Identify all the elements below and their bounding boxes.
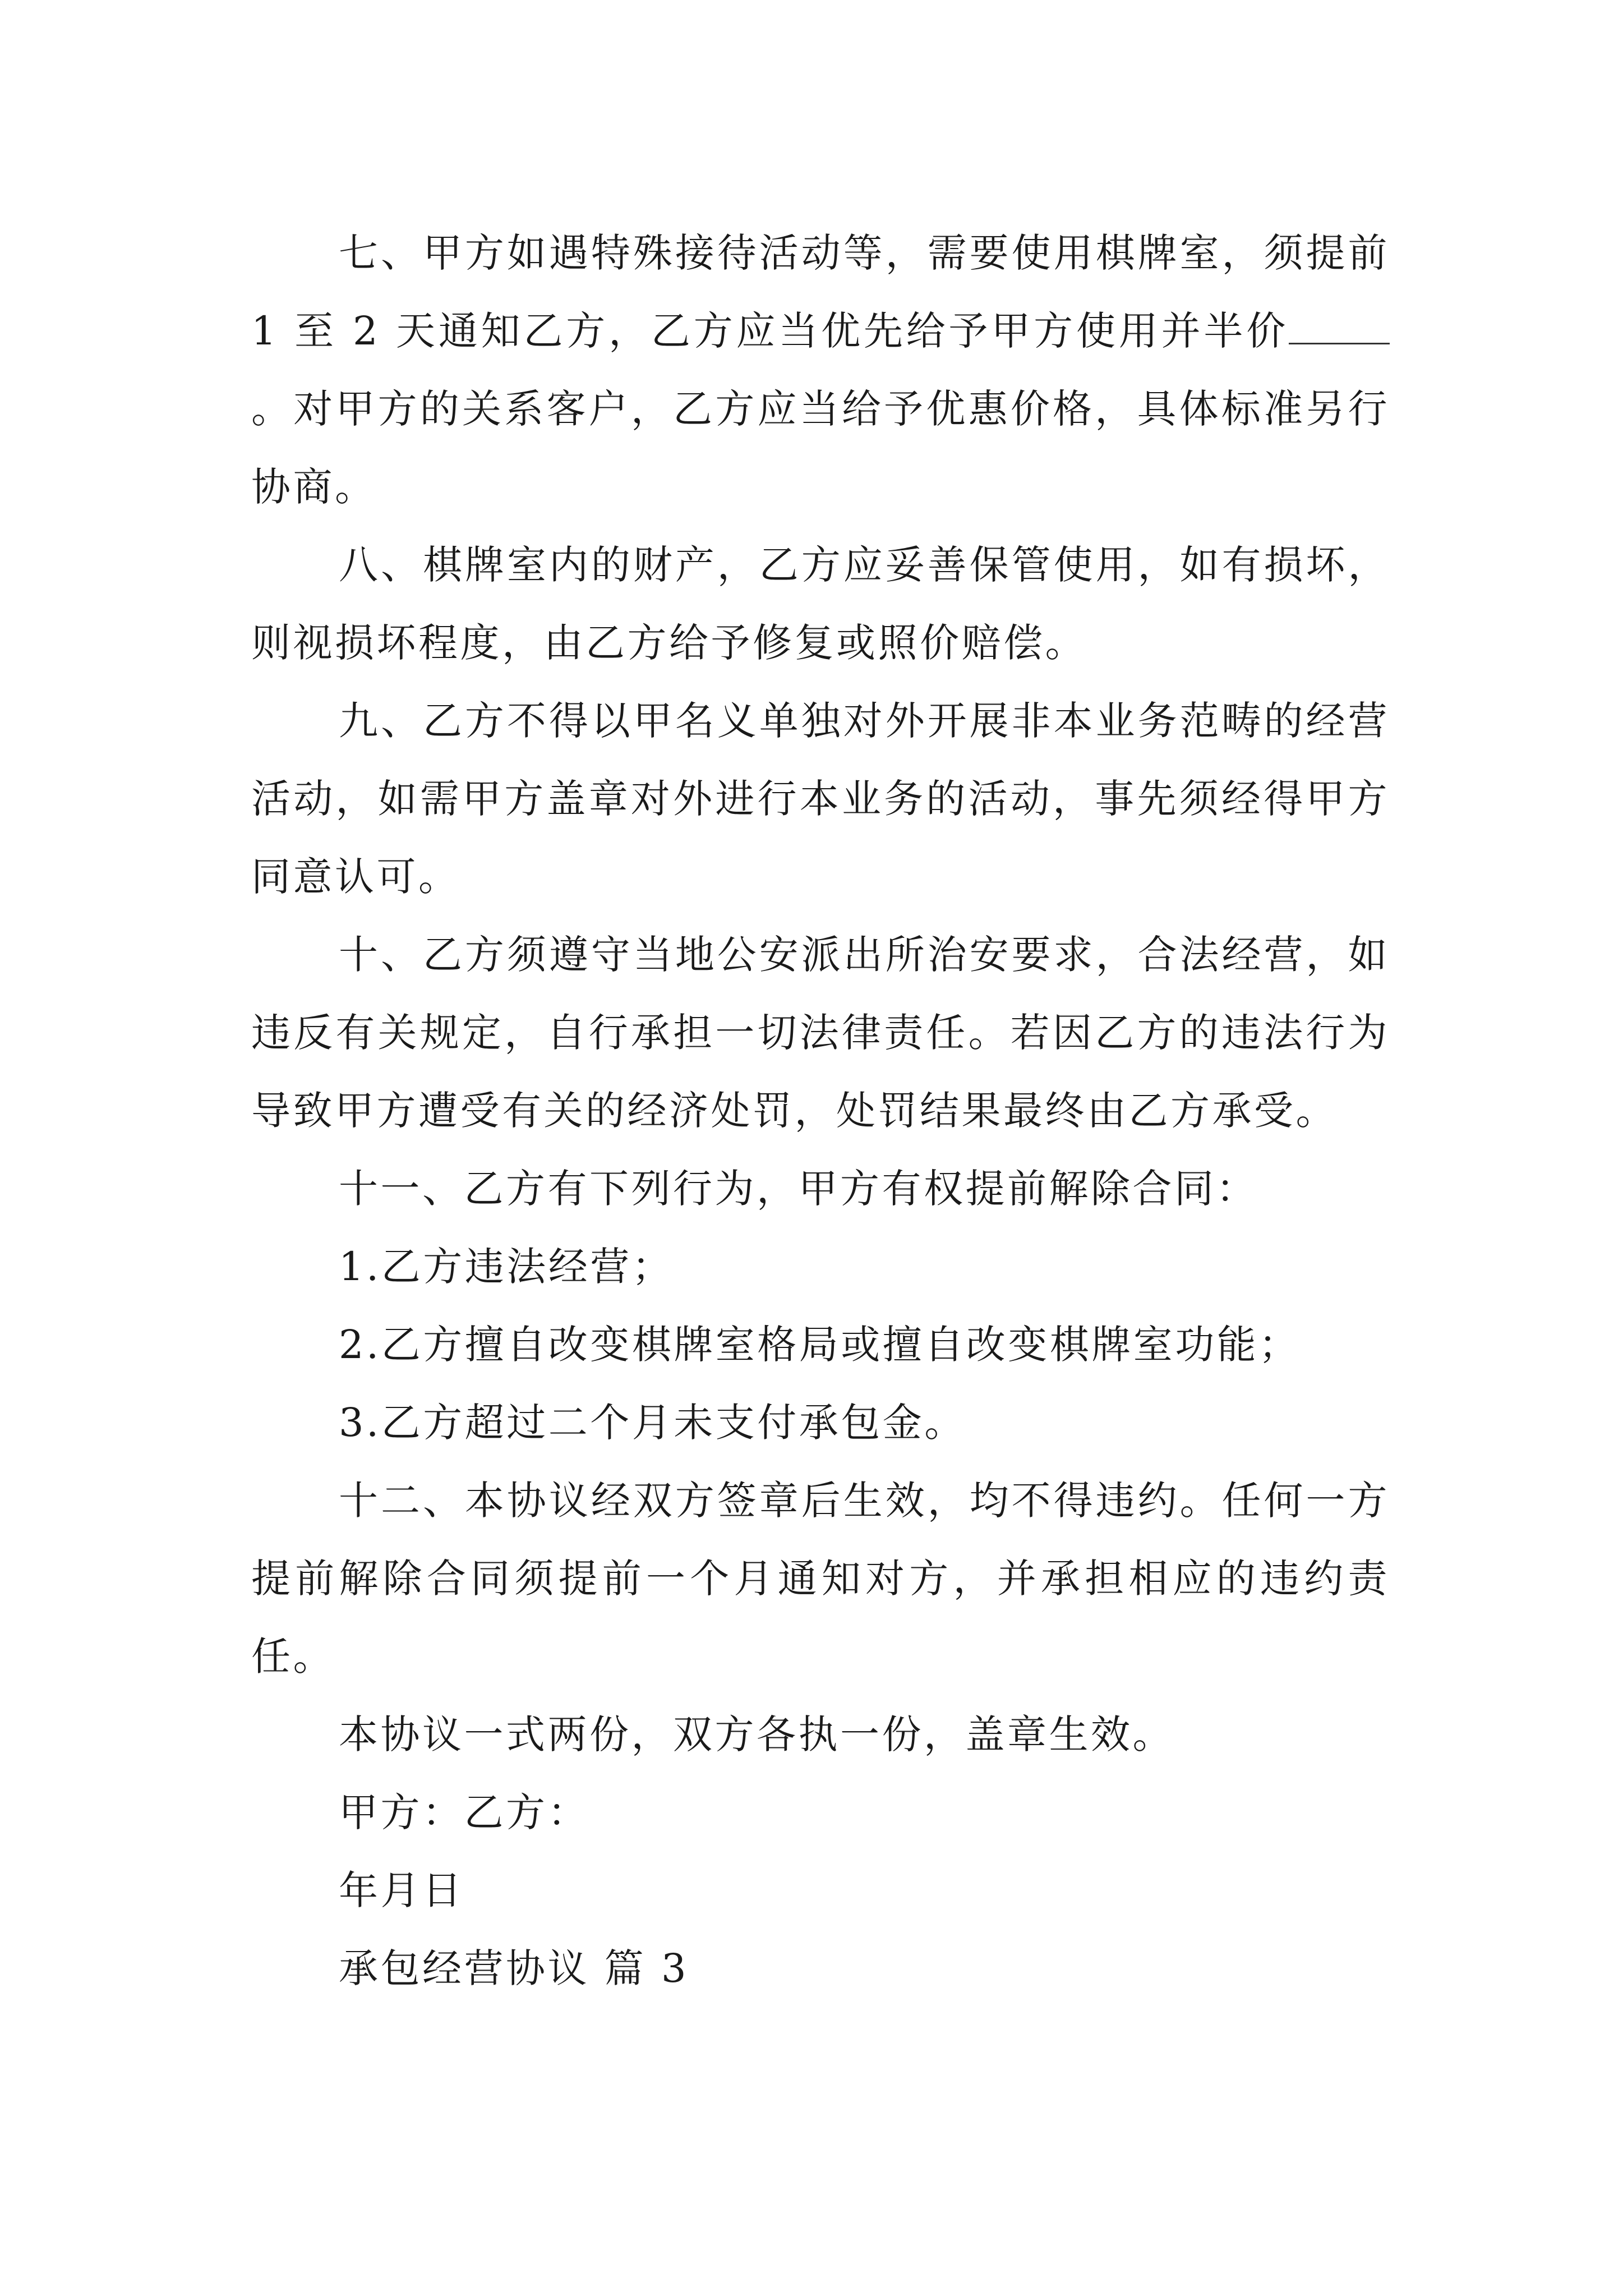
clause-11-item-3: 3.乙方超过二个月未支付承包金。 (339, 1400, 966, 1446)
signature-parties: 甲方：乙方： (339, 1789, 589, 1835)
clause-11-item-1: 1.乙方违法经营； (339, 1244, 674, 1290)
copies-statement: 本协议一式两份，双方各执一份，盖章生效。 (339, 1711, 1174, 1757)
document-body (251, 214, 1390, 2008)
clause-11-paragraph: 十一、乙方有下列行为，甲方有权提前解除合同： (339, 1166, 1258, 1212)
clause-7-paragraph (251, 214, 1390, 526)
clause-7-text-after-blank: 。对甲方的关系客户，乙方应当给予优惠价格，具体标准另行协商。 (251, 386, 1390, 510)
clause-10-paragraph: 十、乙方须遵守当地公安派出所治安要求，合法经营，如违反有关规定，自行承担一切法律责任。若因乙方的违法行为导致甲方遭受有关的经济处罚，处罚结果最终由乙方承受。 (251, 932, 1390, 1134)
fill-in-blank (1289, 310, 1390, 344)
signature-date: 年月日 (339, 1867, 464, 1913)
clause-8-paragraph: 八、棋牌室内的财产，乙方应妥善保管使用，如有损坏，则视损坏程度，由乙方给予修复或照价赔偿。 (251, 542, 1390, 666)
clause-11-item-2: 2.乙方擅自改变棋牌室格局或擅自改变棋牌室功能； (339, 1322, 1301, 1368)
clause-12-paragraph: 十二、本协议经双方签章后生效，均不得违约。任何一方提前解除合同须提前一个月通知对方，并承担相应的违约责任。 (251, 1478, 1390, 1680)
clause-7-text-before-blank: 七、甲方如遇特殊接待活动等，需要使用棋牌室，须提前 1 至 2 天通知乙方，乙方应当优先给予甲方使用并半价 (251, 230, 1390, 354)
clause-9-paragraph: 九、乙方不得以甲名义单独对外开展非本业务范畴的经营活动，如需甲方盖章对外进行本业务的活动，事先须经得甲方同意认可。 (251, 698, 1390, 900)
section-heading: 承包经营协议 篇 3 (339, 1945, 689, 1991)
